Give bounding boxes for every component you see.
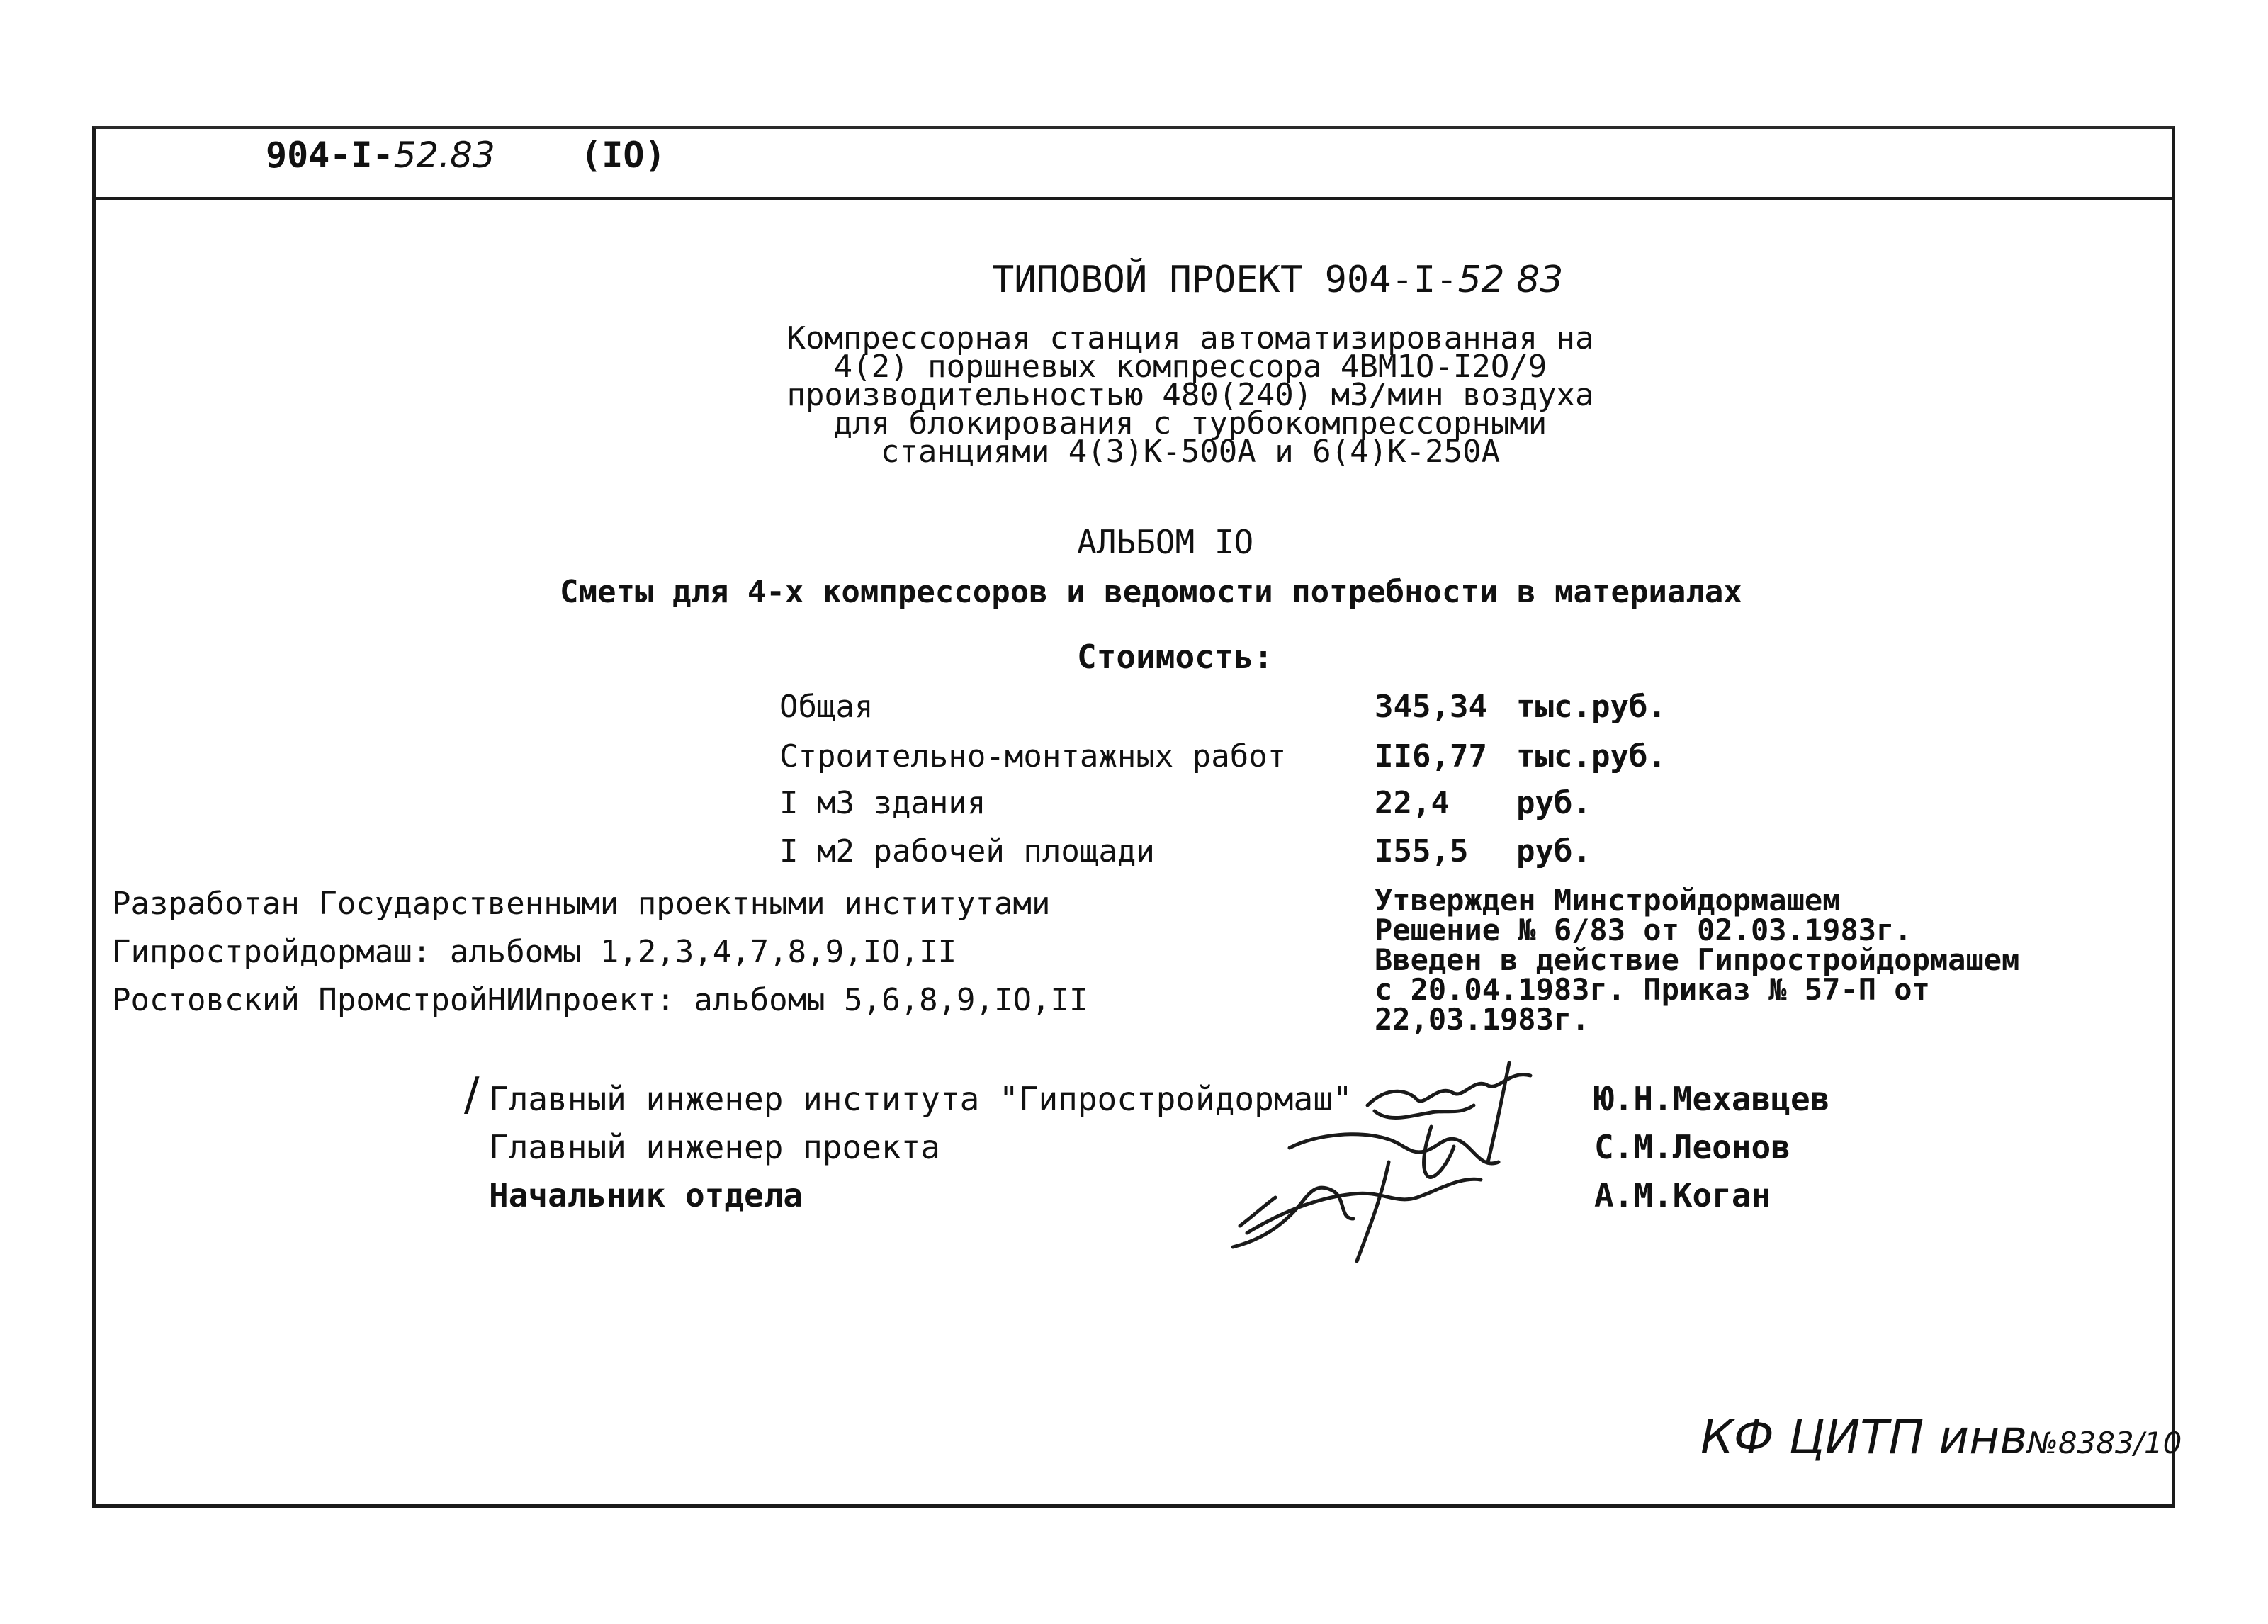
stamp-main: КФ ЦИТП инв xyxy=(1700,1410,2028,1465)
cost-unit: руб. xyxy=(1516,785,1591,821)
signature-stroke xyxy=(1290,1134,1499,1163)
cost-value: II6,77 xyxy=(1375,738,1487,774)
signature-stroke xyxy=(1357,1162,1389,1261)
description-line: 4(2) поршневых компрессора 4ВМ1О-I2O/9 xyxy=(833,349,1547,385)
document-code xyxy=(266,135,666,176)
cost-unit: тыс.руб. xyxy=(1516,738,1666,774)
developer-line: Ростовский ПромстройНИИпроект: альбомы 5,6,8,9,IO,II xyxy=(112,982,1088,1018)
album-subtitle: Сметы для 4-х компрессоров и ведомости потребности в материалах xyxy=(560,574,1742,610)
slash-mark: / xyxy=(464,1068,480,1121)
cost-title: Стоимость: xyxy=(1077,638,1273,676)
signature-stroke xyxy=(1375,1105,1474,1118)
title-number-handwritten: 52 83 xyxy=(1457,259,1564,301)
volume-number: (IO) xyxy=(580,135,666,176)
cost-value: 22,4 xyxy=(1375,785,1450,821)
handwritten-signatures xyxy=(1176,1056,1573,1268)
cost-unit: руб. xyxy=(1516,833,1591,869)
developer-line: Разработан Государственными проектными институтами xyxy=(112,886,1051,922)
description-line: Компрессорная станция автоматизированная на xyxy=(786,320,1594,356)
signatory-name: Ю.Н.Мехавцев xyxy=(1594,1080,1830,1118)
signature-stroke xyxy=(1488,1063,1509,1162)
signatory-role: Начальник отдела xyxy=(489,1176,803,1214)
project-description xyxy=(751,320,1630,470)
cost-value: 345,34 xyxy=(1375,689,1487,725)
cost-label: Строительно-монтажных работ xyxy=(779,738,1287,774)
approval-line: Утвержден Минстройдормашем xyxy=(1375,883,1841,918)
cost-label: Общая xyxy=(779,689,874,725)
signature-stroke xyxy=(1247,1179,1481,1233)
description-line: производительностью 480(240) м3/мин воздуха xyxy=(786,377,1594,413)
cost-label: I м3 здания xyxy=(779,785,986,821)
approval-line: с 20.04.1983г. Приказ № 57-П от xyxy=(1375,972,1930,1007)
description-line: для блокирования с турбокомпрессорными xyxy=(833,405,1547,441)
signatory-role: Главный инженер проекта xyxy=(489,1128,940,1166)
signatory-name: А.М.Коган xyxy=(1594,1176,1771,1214)
cost-label: I м2 рабочей площади xyxy=(779,833,1155,869)
developer-line: Гипростройдормаш: альбомы 1,2,3,4,7,8,9,IO,II xyxy=(112,934,957,970)
header-divider xyxy=(92,197,2175,200)
album-label: АЛЬБОМ IO xyxy=(1077,523,1254,561)
description-line: станциями 4(3)К-500А и 6(4)К-250А xyxy=(880,434,1501,470)
cost-unit: тыс.руб. xyxy=(1516,689,1666,725)
project-title xyxy=(992,259,1563,301)
archive-stamp xyxy=(1700,1410,2182,1465)
signature-stroke xyxy=(1424,1127,1454,1177)
code-handwritten: 52.83 xyxy=(393,135,495,176)
cost-value: I55,5 xyxy=(1375,833,1469,869)
title-prefix: ТИПОВОЙ ПРОЕКТ 904-I- xyxy=(992,259,1458,301)
approval-block xyxy=(1375,883,2020,1037)
approval-line: 22,03.1983г. xyxy=(1375,1002,1590,1037)
approval-line: Решение № 6/83 от 02.03.1983г. xyxy=(1375,913,1912,947)
approval-line: Введен в действие Гипростройдормашем xyxy=(1375,942,2020,977)
signatory-role: Главный инженер института "Гипростройдормаш" xyxy=(489,1080,1353,1118)
stamp-number: №8383/10 xyxy=(2027,1426,2182,1460)
signatory-name: С.М.Леонов xyxy=(1594,1128,1790,1166)
code-print: 904-I- xyxy=(266,135,394,176)
